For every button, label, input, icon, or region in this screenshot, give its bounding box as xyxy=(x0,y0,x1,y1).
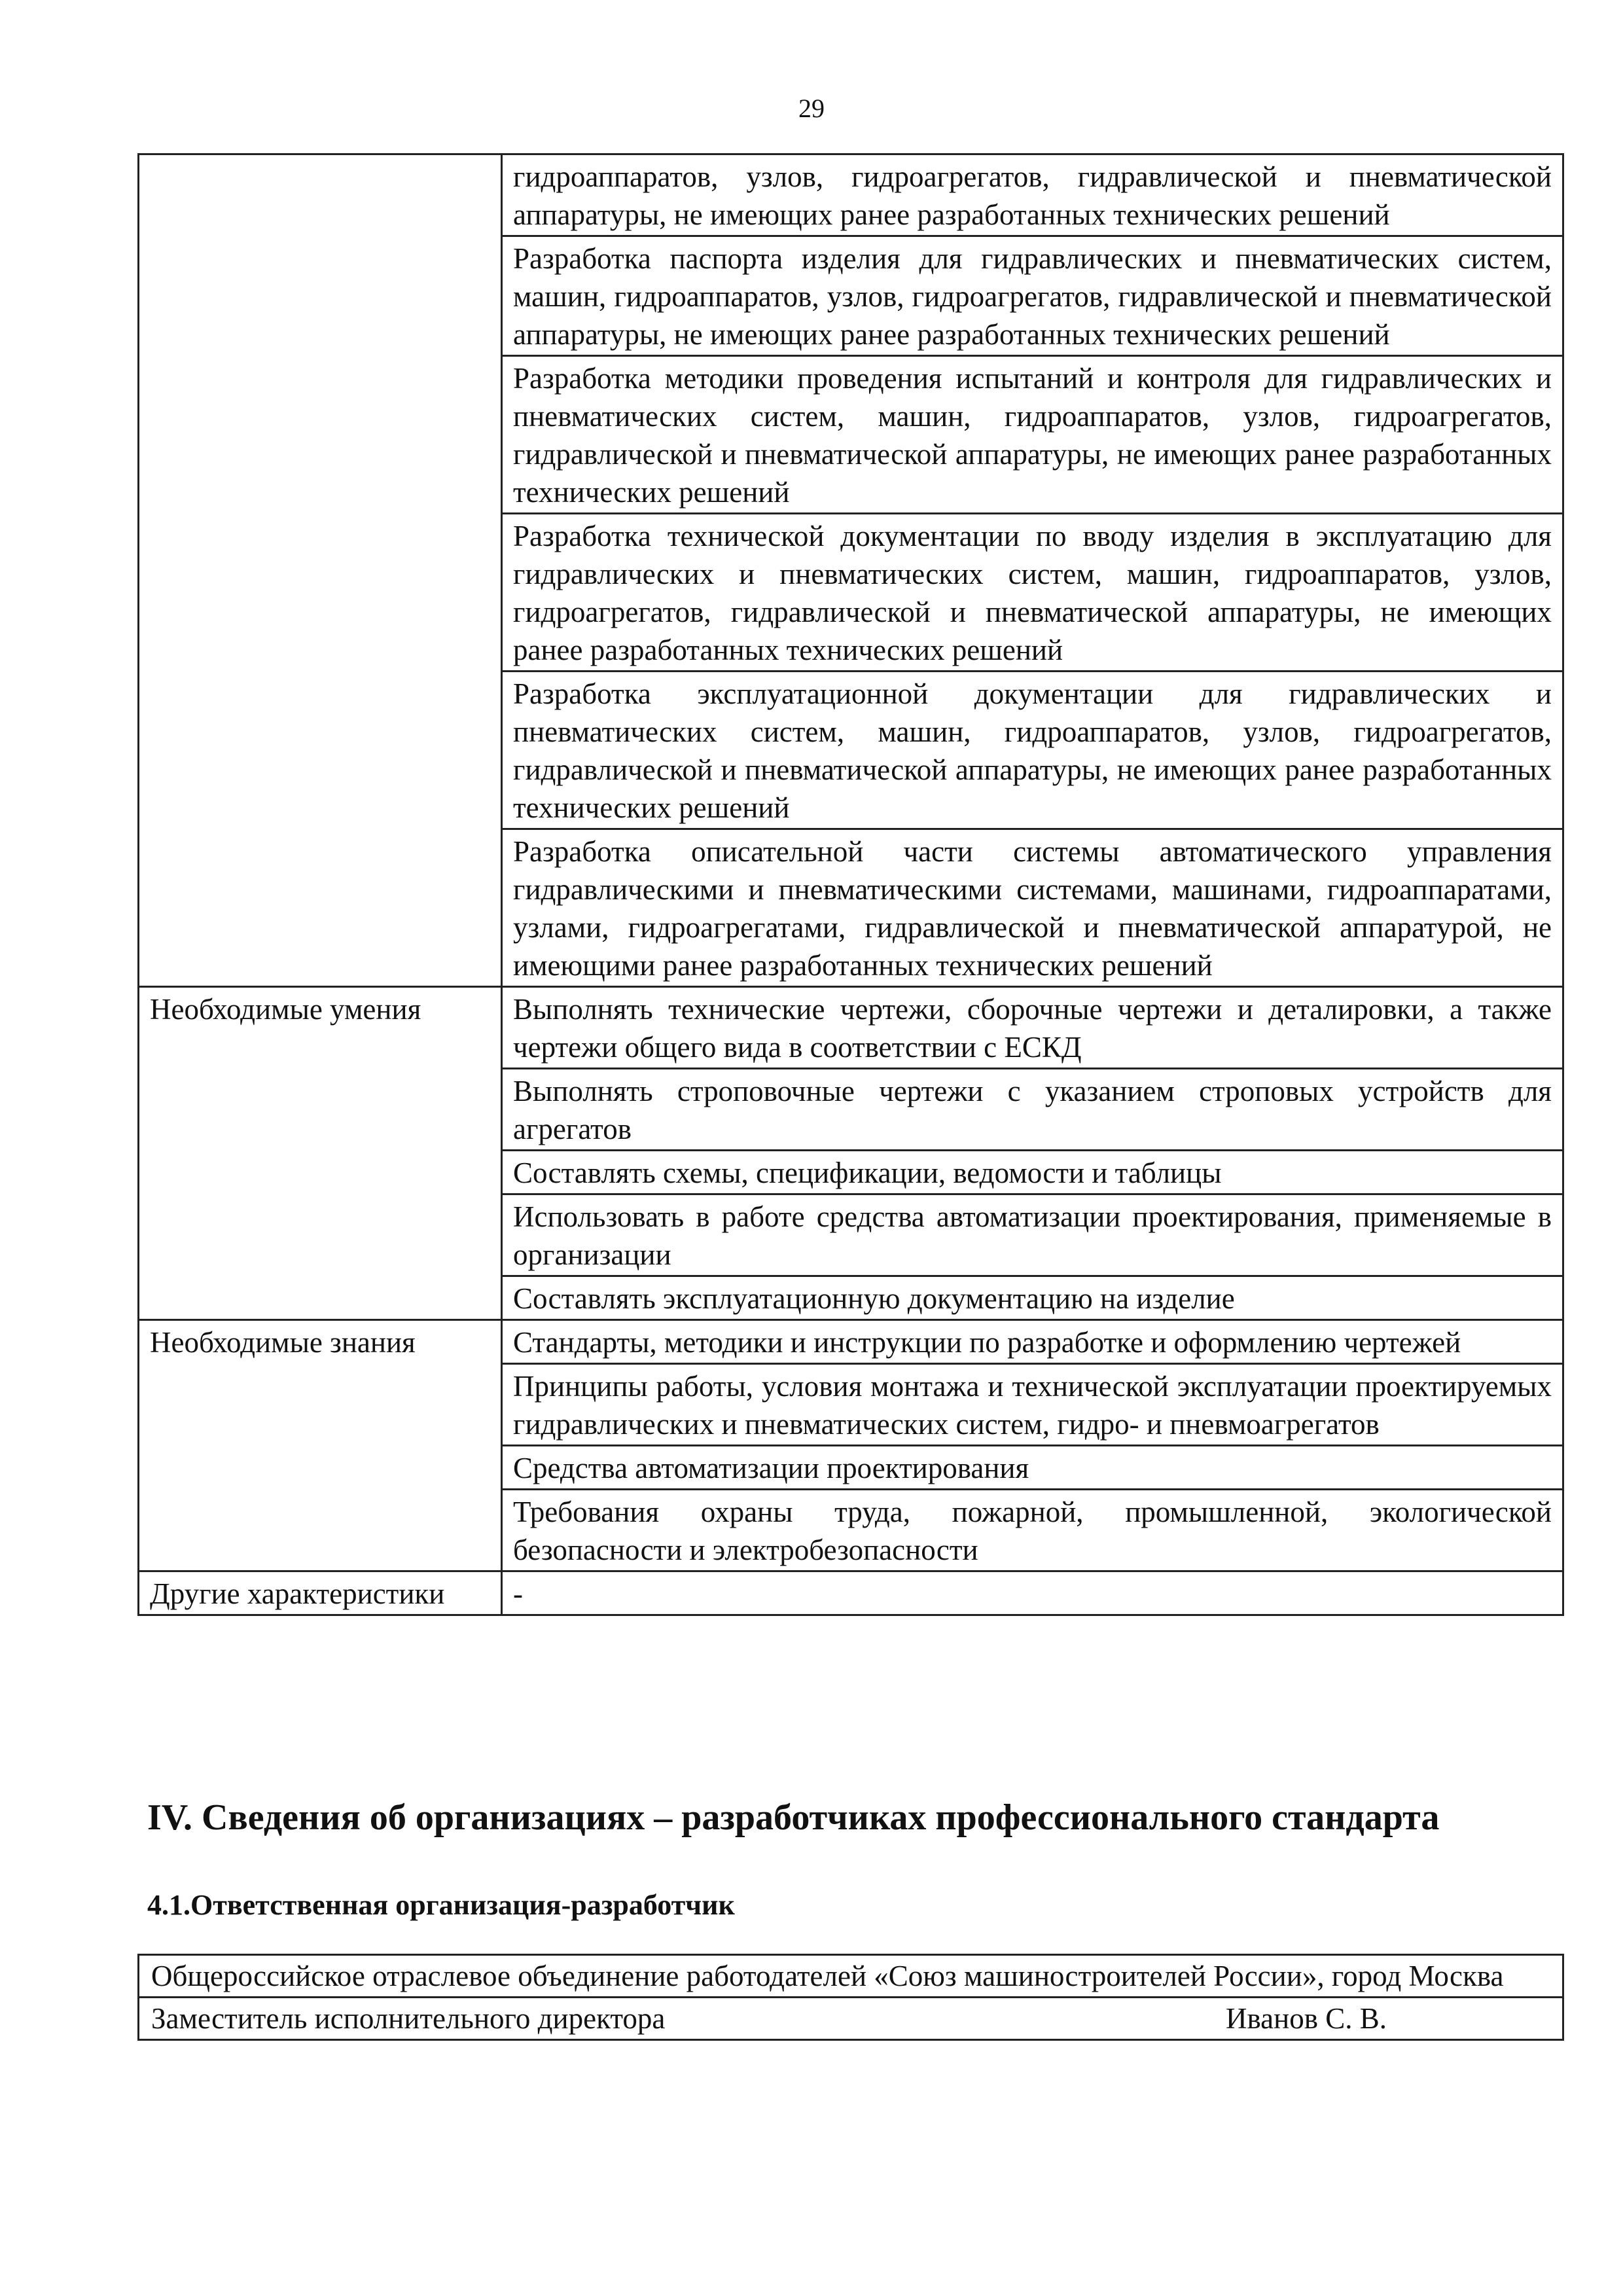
other-value: - xyxy=(502,1571,1563,1615)
labor-function-cell: Разработка методики проведения испытаний и контроля для гидравлических и пневматических систем, машин, гидроаппаратов, узлов, гидроагрегатов, гидравлической и пневматической аппаратуры, не имеющих ранее разработанных технических решений xyxy=(502,356,1563,514)
skill-cell: Составлять схемы, спецификации, ведомости и таблицы xyxy=(502,1151,1563,1194)
signer-name: Иванов С. В. xyxy=(1226,2002,1387,2035)
skill-cell: Использовать в работе средства автоматизации проектирования, применяемые в организации xyxy=(502,1194,1563,1276)
table-row xyxy=(139,1320,1563,1364)
labor-function-cell: Разработка паспорта изделия для гидравлических и пневматических систем, машин, гидроаппаратов, узлов, гидроагрегатов, гидравлической и пневматической аппаратуры, не имеющих ранее разработанных технических решений xyxy=(502,236,1563,356)
empty-label-cell xyxy=(139,154,502,987)
signer-cell xyxy=(139,1998,1563,2040)
table-row xyxy=(139,987,1563,1069)
other-label: Другие характеристики xyxy=(139,1571,502,1615)
knowledge-cell: Требования охраны труда, пожарной, промышленной, экологической безопасности и электробезопасности xyxy=(502,1490,1563,1571)
labor-function-cell: Разработка технической документации по вводу изделия в эксплуатацию для гидравлических и пневматических систем, машин, гидроаппаратов, узлов, гидроагрегатов, гидравлической и пневматической аппаратуры, не имеющих ранее разработанных технических решений xyxy=(502,514,1563,672)
table-row xyxy=(139,1955,1563,1998)
labor-function-cell: гидроаппаратов, узлов, гидроагрегатов, гидравлической и пневматической аппаратуры, не имеющих ранее разработанных технических решений xyxy=(502,154,1563,236)
skill-cell: Выполнять строповочные чертежи с указанием строповых устройств для агрегатов xyxy=(502,1069,1563,1151)
signer-position: Заместитель исполнительного директора xyxy=(151,2002,666,2035)
labor-function-cell: Разработка описательной части системы автоматического управления гидравлическими и пневматическими системами, машинами, гидроаппаратами, узлами, гидроагрегатами, гидравлической и пневматической аппаратурой, не имеющими ранее разработанных технических решений xyxy=(502,829,1563,987)
table-row xyxy=(139,1571,1563,1615)
knowledge-cell: Стандарты, методики и инструкции по разработке и оформлению чертежей xyxy=(502,1320,1563,1364)
skill-cell: Составлять эксплуатационную документацию на изделие xyxy=(502,1276,1563,1320)
organization-name: Общероссийское отраслевое объединение работодателей «Союз машиностроителей России», город Москва xyxy=(139,1955,1563,1998)
knowledge-label: Необходимые знания xyxy=(139,1320,502,1571)
labor-function-cell: Разработка эксплуатационной документации для гидравлических и пневматических систем, машин, гидроаппаратов, узлов, гидроагрегатов, гидравлической и пневматической аппаратуры, не имеющих ранее разработанных технических решений xyxy=(502,672,1563,829)
knowledge-cell: Средства автоматизации проектирования xyxy=(502,1446,1563,1490)
knowledge-cell: Принципы работы, условия монтажа и технической эксплуатации проектируемых гидравлических и пневматических систем, гидро- и пневмоагрегатов xyxy=(502,1364,1563,1446)
organization-table xyxy=(137,1954,1564,2041)
table-row xyxy=(139,154,1563,236)
skills-label: Необходимые умения xyxy=(139,987,502,1320)
page-number: 29 xyxy=(798,94,825,123)
characteristics-table xyxy=(137,153,1564,1616)
skill-cell: Выполнять технические чертежи, сборочные чертежи и деталировки, а также чертежи общего вида в соответствии с ЕСКД xyxy=(502,987,1563,1069)
table-row xyxy=(139,1998,1563,2040)
signer-row xyxy=(151,2000,1550,2037)
subsection-4-1-title: 4.1.Ответственная организация-разработчик xyxy=(147,1889,735,1921)
section-iv-title: IV. Сведения об организациях – разработчиках профессионального стандарта xyxy=(147,1797,1440,1838)
